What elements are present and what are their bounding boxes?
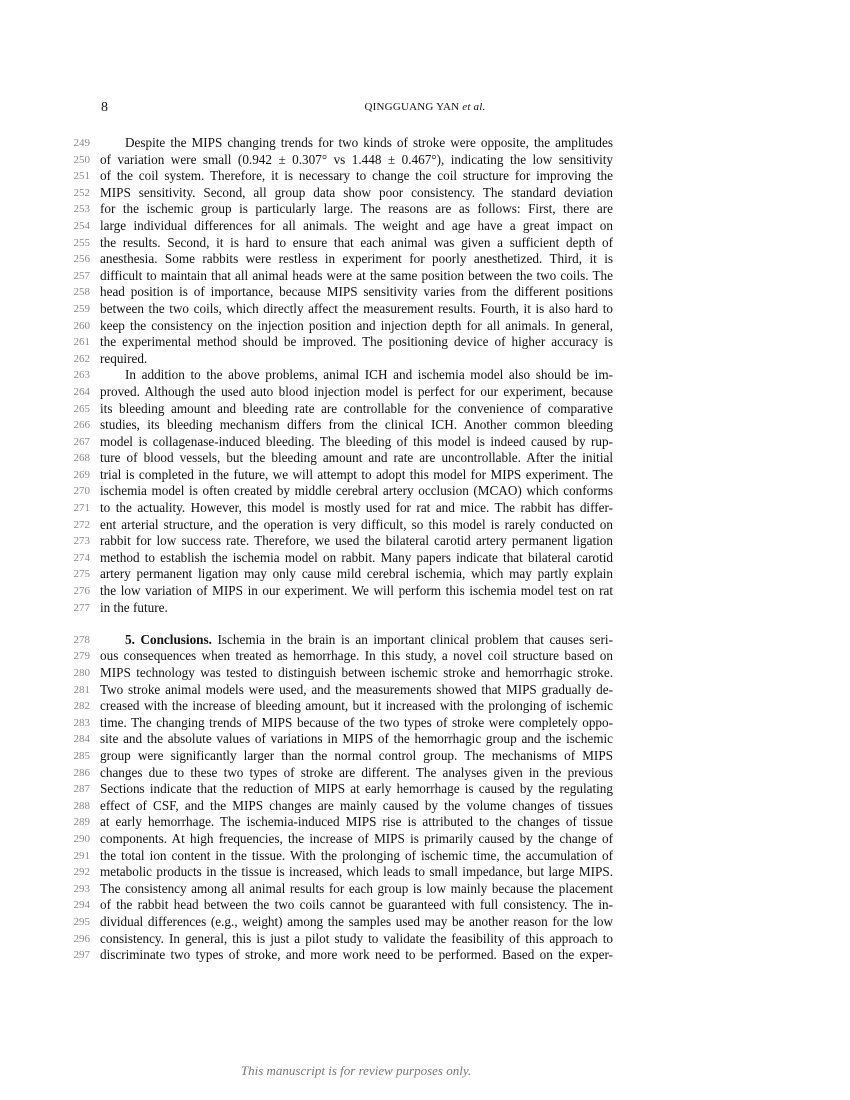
text-line <box>0 897 850 914</box>
line-number: 291 <box>73 849 90 862</box>
line-number: 269 <box>73 468 90 481</box>
text-line <box>0 765 850 782</box>
line-text: difficult to maintain that all animal heads were at the same position between the two coils. The <box>100 267 613 283</box>
text-line <box>0 848 850 865</box>
line-text: Two stroke animal models were used, and the measurements showed that MIPS gradually de- <box>100 681 613 697</box>
section-heading: 5. Conclusions. <box>125 631 212 647</box>
line-text: for the ischemic group is particularly large. The reasons are as follows: First, there are <box>100 201 613 217</box>
line-number: 283 <box>73 716 90 729</box>
line-text: changes due to these two types of stroke are different. The analyses given in the previous <box>100 764 613 780</box>
line-number: 290 <box>73 832 90 845</box>
text-line <box>0 831 850 848</box>
line-text: The consistency among all animal results for each group is low mainly because the placement <box>100 880 613 896</box>
text-line <box>0 185 850 202</box>
text-line <box>0 351 850 368</box>
line-number: 265 <box>73 402 90 415</box>
line-number: 284 <box>73 733 90 746</box>
line-number: 280 <box>73 667 90 679</box>
line-number: 294 <box>73 899 90 912</box>
line-text: the low variation of MIPS in our experiment. We will perform this ischemia model test on rat <box>100 583 613 599</box>
text-line <box>0 318 850 335</box>
line-number: 292 <box>73 866 90 879</box>
line-number: 261 <box>73 336 90 349</box>
text-line <box>0 268 850 285</box>
line-number: 274 <box>73 551 90 564</box>
text-line <box>0 201 850 218</box>
line-text: creased with the increase of bleeding amount, but it increased with the prolonging of ischemic <box>100 698 613 714</box>
line-text: the total ion content in the tissue. With the prolonging of ischemic time, the accumulation of <box>100 847 613 863</box>
line-number: 260 <box>73 319 90 332</box>
line-number: 270 <box>73 485 90 498</box>
line-text: Sections indicate that the reduction of MIPS at early hemorrhage is caused by the regulating <box>100 781 613 797</box>
text-line <box>0 550 850 567</box>
text-line <box>0 748 850 765</box>
line-number: 250 <box>73 153 90 166</box>
line-number: 271 <box>73 502 90 515</box>
line-text: at early hemorrhage. The ischemia-induced MIPS rise is attributed to the changes of tissue <box>100 814 613 830</box>
review-footer-note: This manuscript is for review purposes only. <box>240 1063 472 1078</box>
line-text: method to establish the ischemia model on rabbit. Many papers indicate that bilateral carotid <box>100 549 613 565</box>
line-number: 293 <box>73 882 90 895</box>
line-number: 252 <box>73 186 90 199</box>
line-number: 249 <box>73 137 90 149</box>
line-text: proved. Although the used auto blood injection model is perfect for our experiment, because <box>100 383 613 399</box>
line-number: 257 <box>73 269 90 282</box>
line-number: 267 <box>73 435 90 448</box>
line-text: studies, its bleeding mechanism differs from the clinical ICH. Another common bleeding <box>100 417 613 433</box>
line-number: 272 <box>73 518 90 531</box>
line-number: 262 <box>73 352 90 365</box>
line-number: 251 <box>73 170 90 183</box>
text-line <box>0 434 850 451</box>
line-text-rest: Ischemia in the brain is an important clinical problem that causes seri- <box>211 631 613 647</box>
line-number: 256 <box>73 253 90 266</box>
line-number: 281 <box>73 683 90 696</box>
line-text: metabolic products in the tissue is increased, which leads to small impedance, but large MIPS. <box>100 864 613 880</box>
text-line <box>0 566 850 583</box>
text-line <box>0 600 850 617</box>
text-line <box>0 781 850 798</box>
line-number: 264 <box>73 385 90 398</box>
text-line <box>0 931 850 948</box>
text-line <box>0 814 850 831</box>
line-number: 258 <box>73 286 90 299</box>
text-line <box>0 235 850 252</box>
line-number: 289 <box>73 816 90 829</box>
text-line <box>0 135 850 152</box>
text-line <box>0 648 850 665</box>
body-text <box>0 135 850 964</box>
line-number: 268 <box>73 452 90 465</box>
text-line <box>0 914 850 931</box>
text-line <box>0 301 850 318</box>
line-text: anesthesia. Some rabbits were restless in experiment for poorly anesthetized. Third, it is <box>100 251 613 267</box>
line-text: to the actuality. However, this model is mostly used for rat and mice. The rabbit has differ- <box>100 500 613 516</box>
line-text: ture of blood vessels, but the bleeding amount and rate are uncontrollable. After the initial <box>100 450 613 466</box>
line-number: 282 <box>73 700 90 713</box>
text-line <box>0 152 850 169</box>
text-line <box>0 417 850 434</box>
line-text: dividual differences (e.g., weight) among the samples used may be another reason for the low <box>100 913 613 929</box>
line-text: effect of CSF, and the MIPS changes are mainly caused by the volume changes of tissues <box>100 797 613 813</box>
line-text: discriminate two types of stroke, and more work need to be performed. Based on the exper- <box>100 947 613 963</box>
line-number: 277 <box>73 601 90 614</box>
line-text: its bleeding amount and bleeding rate are controllable for the convenience of comparative <box>100 400 613 416</box>
line-text: MIPS sensitivity. Second, all group data show poor consistency. The standard deviation <box>100 184 613 200</box>
line-number: 276 <box>73 585 90 598</box>
line-text: ent arterial structure, and the operation is very difficult, so this model is rarely conducted on <box>100 516 613 532</box>
line-number: 273 <box>73 535 90 548</box>
text-line <box>0 367 850 384</box>
text-line <box>0 218 850 235</box>
line-text: the experimental method should be improved. The positioning device of higher accuracy is <box>100 334 613 350</box>
line-number: 254 <box>73 219 90 232</box>
line-text: consistency. In general, this is just a pilot study to validate the feasibility of this approach to <box>100 930 613 946</box>
line-text: rabbit for low success rate. Therefore, we used the bilateral carotid artery permanent ligation <box>100 533 613 549</box>
line-number: 295 <box>73 915 90 928</box>
line-text: in the future. <box>100 599 168 615</box>
line-text: between the two coils, which directly affect the measurement results. Fourth, it is also hard to <box>100 300 613 316</box>
text-line <box>0 284 850 301</box>
line-text: In addition to the above problems, animal ICH and ischemia model also should be im- <box>125 367 613 383</box>
text-line <box>0 500 850 517</box>
line-number: 296 <box>73 932 90 945</box>
line-number: 287 <box>73 783 90 796</box>
line-text: MIPS technology was tested to distinguish between ischemic stroke and hemorrhagic stroke. <box>100 665 613 680</box>
text-line <box>0 731 850 748</box>
text-line <box>0 251 850 268</box>
line-text: large individual differences for all animals. The weight and age have a great impact on <box>100 217 613 233</box>
line-text: components. At high frequencies, the increase of MIPS is primarily caused by the change of <box>100 830 613 846</box>
text-line <box>0 715 850 732</box>
text-line <box>0 947 850 964</box>
line-number: 266 <box>73 419 90 432</box>
line-number: 279 <box>73 650 90 663</box>
line-number: 253 <box>73 203 90 216</box>
page-number: 8 <box>101 100 108 115</box>
line-text: keep the consistency on the injection position and injection depth for all animals. In general, <box>100 317 613 333</box>
line-text: ous consequences when treated as hemorrhage. In this study, a novel coil structure based on <box>100 648 613 664</box>
line-text: site and the absolute values of variations in MIPS of the hemorrhagic group and the ischemic <box>100 731 613 747</box>
line-text: trial is completed in the future, we will attempt to adopt this model for MIPS experiment. The <box>100 466 613 482</box>
text-line <box>0 334 850 351</box>
text-line <box>0 682 850 699</box>
line-text: the results. Second, it is hard to ensure that each animal was given a sufficient depth of <box>100 234 613 250</box>
text-line <box>0 483 850 500</box>
text-line <box>0 517 850 534</box>
line-text: required. <box>100 350 148 366</box>
text-line <box>0 533 850 550</box>
line-number: 278 <box>73 633 90 646</box>
line-number: 275 <box>73 568 90 581</box>
line-text: model is collagenase-induced bleeding. The bleeding of this model is indeed caused by rup- <box>100 433 613 449</box>
running-head <box>0 101 850 113</box>
text-line <box>0 583 850 600</box>
line-text: head position is of importance, because MIPS sensitivity varies from the different positions <box>100 284 613 300</box>
line-text: of the rabbit head between the two coils cannot be guaranteed with full consistency. The in- <box>100 897 613 913</box>
line-text: Despite the MIPS changing trends for two kinds of stroke were opposite, the amplitudes <box>125 135 613 150</box>
line-number: 297 <box>73 949 90 962</box>
line-number: 255 <box>73 236 90 249</box>
running-head-etal: et al. <box>462 101 486 113</box>
line-text: of the coil system. Therefore, it is necessary to change the coil structure for improving the <box>100 168 613 184</box>
line-text: artery permanent ligation may only cause mild cerebral ischemia, which may partly explain <box>100 566 613 582</box>
text-line <box>0 401 850 418</box>
text-line <box>0 798 850 815</box>
text-line <box>0 168 850 185</box>
text-line <box>0 632 850 649</box>
line-text: time. The changing trends of MIPS because of the two types of stroke were completely oppo- <box>100 714 613 730</box>
line-number: 286 <box>73 766 90 779</box>
line-number: 259 <box>73 302 90 315</box>
text-line <box>0 864 850 881</box>
line-number: 285 <box>73 749 90 762</box>
line-number: 263 <box>73 369 90 382</box>
text-line <box>0 467 850 484</box>
text-line <box>0 384 850 401</box>
line-text: group were significantly larger than the normal control group. The mechanisms of MIPS <box>100 747 613 763</box>
running-head-author: QINGGUANG YAN <box>364 101 460 113</box>
text-line <box>0 665 850 682</box>
text-line <box>0 881 850 898</box>
line-text: of variation were small (0.942 ± 0.307° vs 1.448 ± 0.467°), indicating the low sensitivity <box>100 151 613 167</box>
line-text: ischemia model is often created by middle cerebral artery occlusion (MCAO) which conforms <box>100 483 613 499</box>
line-number: 288 <box>73 799 90 812</box>
text-line <box>0 450 850 467</box>
line-text <box>125 632 613 649</box>
text-line <box>0 698 850 715</box>
